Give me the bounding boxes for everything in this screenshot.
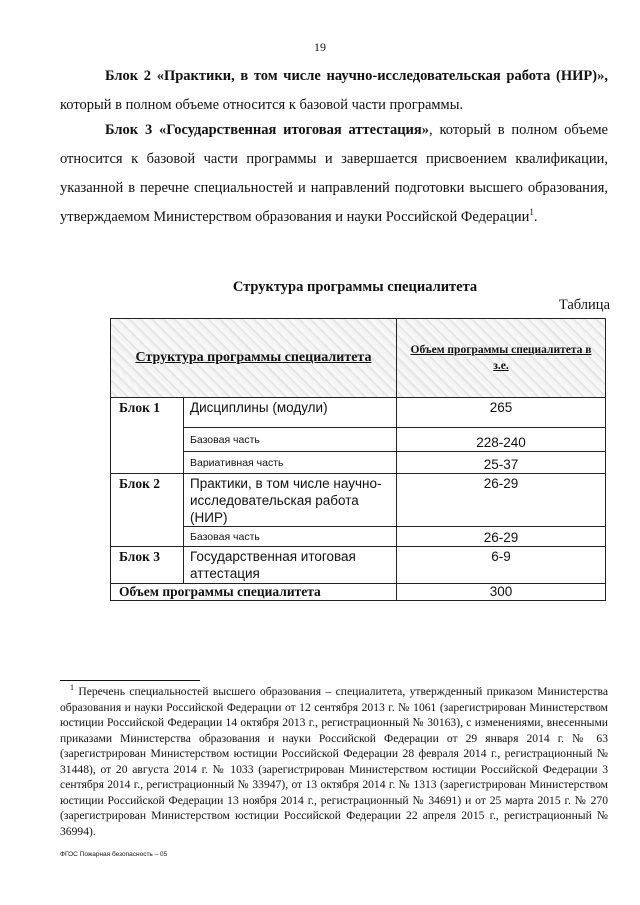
table-row <box>111 474 606 527</box>
block2-text: который в полном объеме относится к базовой части программы. <box>60 97 464 113</box>
block-label: Блок 1 <box>111 398 184 474</box>
block-label: Блок 3 <box>111 547 184 584</box>
block2-paragraph <box>60 62 608 120</box>
footnote-marker: 1 <box>70 683 74 693</box>
row-value: 265 <box>397 398 606 428</box>
table-title: Структура программы специалитета <box>232 279 478 295</box>
block3-end: . <box>533 209 538 225</box>
footnote-text: Перечень специальностей высшего образования – специалитета, утвержденный приказом Министерства образования и науки Российской Федерации от 12 сентября 2013 г. № 1061 (зарегистрирован Министерством юстиции Российской Федерации 14 октября 2013 г., регистрационный № 30163), с изменениями, внесенными приказами Министерства образования и науки Российской Федерации от 29 января 2014 г. № 63 (зарегистрирован Министерством юстиции Российской Федерации 28 февраля 2014 г., регистрационный № 31448), от 20 августа 2014 г. № 1033 (зарегистрирован Министерством юстиции Российской Федерации 3 сентября 2014 г., регистрационный № 33947), от 13 октября 2014 г. № 1313 (зарегистрирован Министерством юстиции Российской Федерации 13 ноября 2014 г., регистрационный № 34691) и от 25 марта 2015 г. № 270 (зарегистрирован Министерством юстиции Российской Федерации 22 апреля 2015 г., регистрационный № 36994). <box>60 685 608 838</box>
document-footer: ФГОС Пожарная безопасность – 05 <box>60 851 168 858</box>
page-number: 19 <box>314 40 326 54</box>
block3-title: Блок 3 «Государственная итоговая аттестация» <box>105 122 430 138</box>
table-total-row <box>111 584 606 601</box>
header-volume: Объем программы специалитета в з.е. <box>397 319 606 398</box>
table-row <box>111 398 606 428</box>
row-value: 26-29 <box>397 474 606 527</box>
table-row <box>111 428 606 452</box>
row-name: Практики, в том числе научно-исследовательская работа (НИР) <box>184 474 397 527</box>
row-value: 228-240 <box>397 428 606 452</box>
footnote-divider <box>60 680 200 681</box>
table-row <box>111 547 606 584</box>
row-name: Государственная итоговая аттестация <box>184 547 397 584</box>
row-value: 6-9 <box>397 547 606 584</box>
row-value: 26-29 <box>397 527 606 547</box>
block3-text: , который в полном объеме относится к базовой части программы и завершается присвоением квалификации, указанной в перечне специальностей и направлений подготовки высшего образования, утверждаемом Министерством образования и науки Российской Федерации <box>60 122 608 225</box>
table-row <box>111 452 606 474</box>
footnote-reference[interactable]: 1 <box>529 207 534 218</box>
total-value: 300 <box>397 584 606 601</box>
table-label: Таблица <box>558 297 610 313</box>
table-row <box>111 527 606 547</box>
block2-title: Блок 2 «Практики, в том числе научно-исследовательская работа (НИР)», <box>105 68 608 84</box>
footnote <box>60 684 608 839</box>
block3-paragraph <box>60 116 608 232</box>
program-structure-table <box>110 318 606 601</box>
row-name: Дисциплины (модули) <box>184 398 397 428</box>
row-name: Базовая часть <box>184 527 397 547</box>
row-name: Базовая часть <box>184 428 397 452</box>
row-name: Вариативная часть <box>184 452 397 474</box>
header-structure: Структура программы специалитета <box>111 319 397 398</box>
total-label: Объем программы специалитета <box>111 584 397 601</box>
table-header-row <box>111 319 606 398</box>
row-value: 25-37 <box>397 452 606 474</box>
block-label: Блок 2 <box>111 474 184 547</box>
